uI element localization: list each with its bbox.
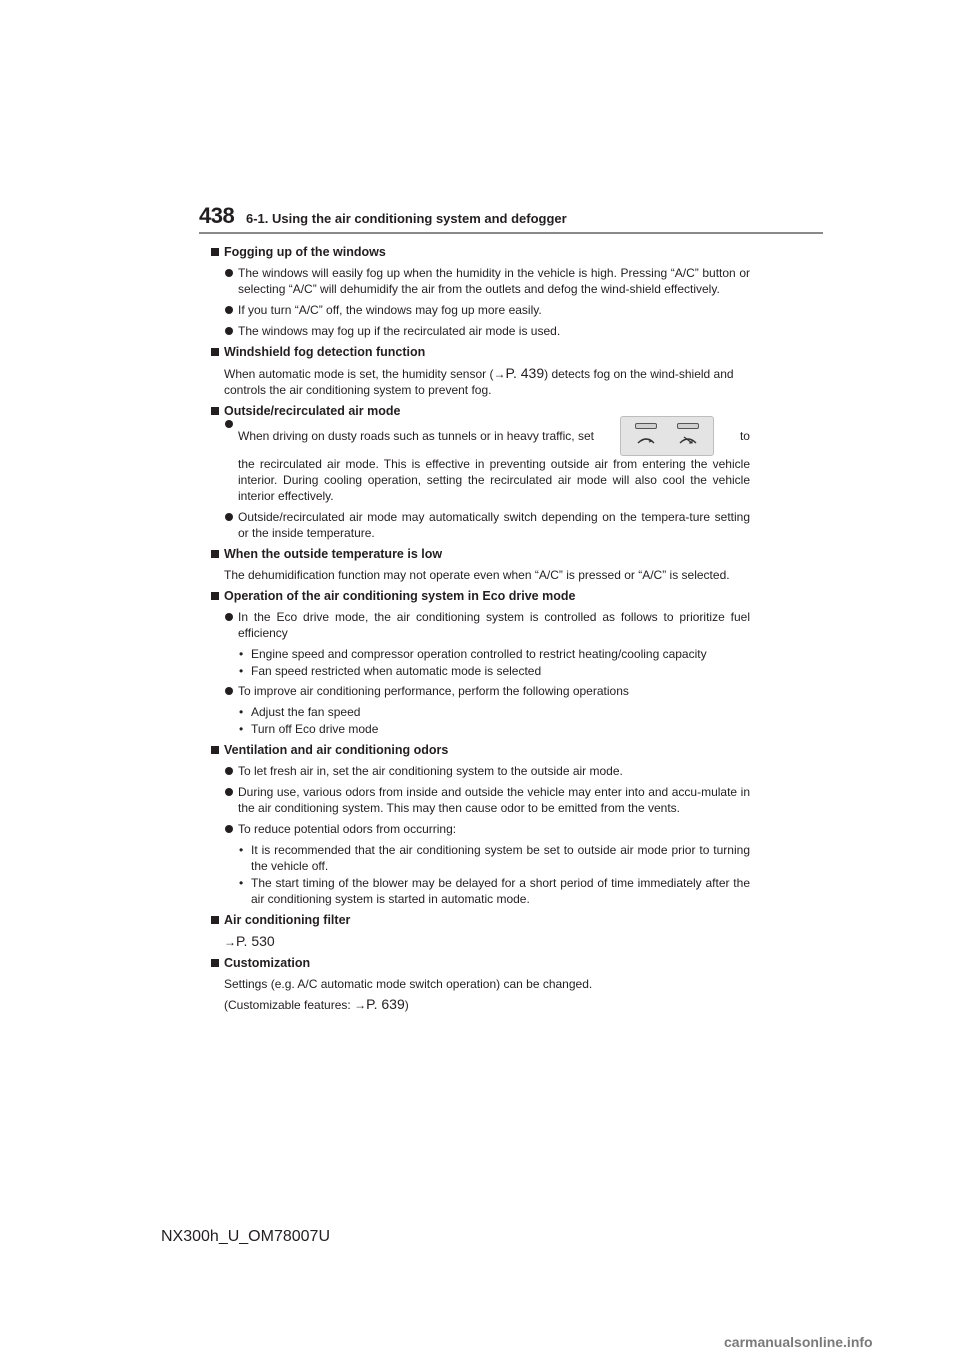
section-text	[210, 365, 750, 398]
page-reference-link[interactable]: P. 530	[236, 933, 275, 949]
section-heading: Windshield fog detection function	[210, 344, 750, 361]
text-part: )	[404, 998, 409, 1012]
recirculated-air-icon	[636, 434, 656, 446]
bullet-item: During use, various odors from inside and outside the vehicle may enter into and accu-mulate in the air conditioning system. This may then cause odor to be emitted from the vents.	[210, 784, 750, 816]
sub-list	[210, 842, 750, 907]
arrow-right-icon: →	[224, 935, 236, 949]
bullet-item	[210, 416, 750, 504]
section-heading: When the outside temperature is low	[210, 546, 750, 563]
chapter-title: 6-1. Using the air conditioning system and defogger	[246, 211, 567, 226]
sub-item: • Turn off Eco drive mode	[210, 721, 750, 737]
section-heading: Outside/recirculated air mode	[210, 403, 750, 420]
bullet-item: If you turn “A/C” off, the windows may fog up more easily.	[210, 302, 750, 318]
sub-list	[210, 704, 750, 737]
section-heading: Air conditioning filter	[210, 912, 750, 929]
text-part: to	[739, 429, 750, 443]
section-customization	[210, 955, 750, 1013]
bullet-item: Outside/recirculated air mode may automatically switch depending on the tempera-ture setting or the inside temperature.	[210, 509, 750, 541]
switch-bar-left	[635, 423, 657, 429]
section-low-temp	[210, 546, 750, 583]
recirculation-switch-icon	[620, 416, 714, 456]
sub-list	[210, 646, 750, 679]
section-text	[210, 996, 750, 1013]
text-part: (Customizable features:	[224, 998, 355, 1012]
section-text	[210, 933, 750, 950]
header-rule	[199, 232, 823, 234]
section-heading: Fogging up of the windows	[210, 244, 750, 261]
arrow-right-icon: →	[493, 367, 506, 381]
section-windshield	[210, 344, 750, 398]
section-heading: Customization	[210, 955, 750, 972]
text-part: ) detects fog on the wind-shield and controls the air conditioning system to prevent fog.	[224, 367, 734, 397]
bullet-item: To reduce potential odors from occurring:	[210, 821, 750, 837]
bullet-continuation: the recirculated air mode. This is effective in preventing outside air from entering the vehicle interior. During cooling operation, setting the recirculated air mode will also cool the vehicle interior effectively.	[238, 457, 750, 503]
section-text: Settings (e.g. A/C automatic mode switch operation) can be changed.	[224, 977, 593, 991]
section-odors	[210, 742, 750, 907]
section-fogging	[210, 244, 750, 339]
section-heading: Operation of the air conditioning system in Eco drive mode	[210, 588, 750, 605]
switch-bar-right	[677, 423, 699, 429]
watermark: carmanualsonline.info	[724, 1334, 873, 1350]
bullet-item: The windows will easily fog up when the humidity in the vehicle is high. Pressing “A/C” button or selecting “A/C” will dehumidify the air from the outlets and defog the wind-shield effectively.	[210, 265, 750, 297]
page-reference-link[interactable]: P. 439	[505, 365, 545, 381]
page-reference-link[interactable]: P. 639	[366, 996, 405, 1012]
sub-item: • Adjust the fan speed	[210, 704, 750, 720]
outside-air-icon	[678, 434, 698, 446]
section-eco	[210, 588, 750, 737]
bullet-first-line	[238, 416, 750, 456]
bullet-item: To improve air conditioning performance, perform the following operations	[210, 683, 750, 699]
sub-item: • It is recommended that the air conditioning system be set to outside air mode prior to turning the vehicle off.	[210, 842, 750, 874]
sub-item: • The start timing of the blower may be delayed for a short period of time immediately after the air conditioning system is started in automatic mode.	[210, 875, 750, 907]
page-number: 438	[199, 203, 235, 228]
section-heading: Ventilation and air conditioning odors	[210, 742, 750, 759]
text-part: When driving on dusty roads such as tunnels or in heavy traffic, set	[238, 429, 594, 443]
text-part: When automatic mode is set, the humidity sensor (	[224, 367, 494, 381]
section-text: The dehumidification function may not operate even when “A/C” is pressed or “A/C” is selected.	[224, 568, 730, 582]
bullet-item: The windows may fog up if the recirculated air mode is used.	[210, 323, 750, 339]
sub-item: • Engine speed and compressor operation controlled to restrict heating/cooling capacity	[210, 646, 750, 662]
bullet-item: To let fresh air in, set the air conditioning system to the outside air mode.	[210, 763, 750, 779]
section-filter	[210, 912, 750, 950]
manual-code: NX300h_U_OM78007U	[161, 1228, 330, 1245]
arrow-right-icon: →	[354, 998, 367, 1012]
sub-item: • Fan speed restricted when automatic mode is selected	[210, 663, 750, 679]
section-recirc	[210, 403, 750, 541]
page-content	[210, 244, 750, 1018]
bullet-item: In the Eco drive mode, the air conditioning system is controlled as follows to prioritize fuel efficiency	[210, 609, 750, 641]
